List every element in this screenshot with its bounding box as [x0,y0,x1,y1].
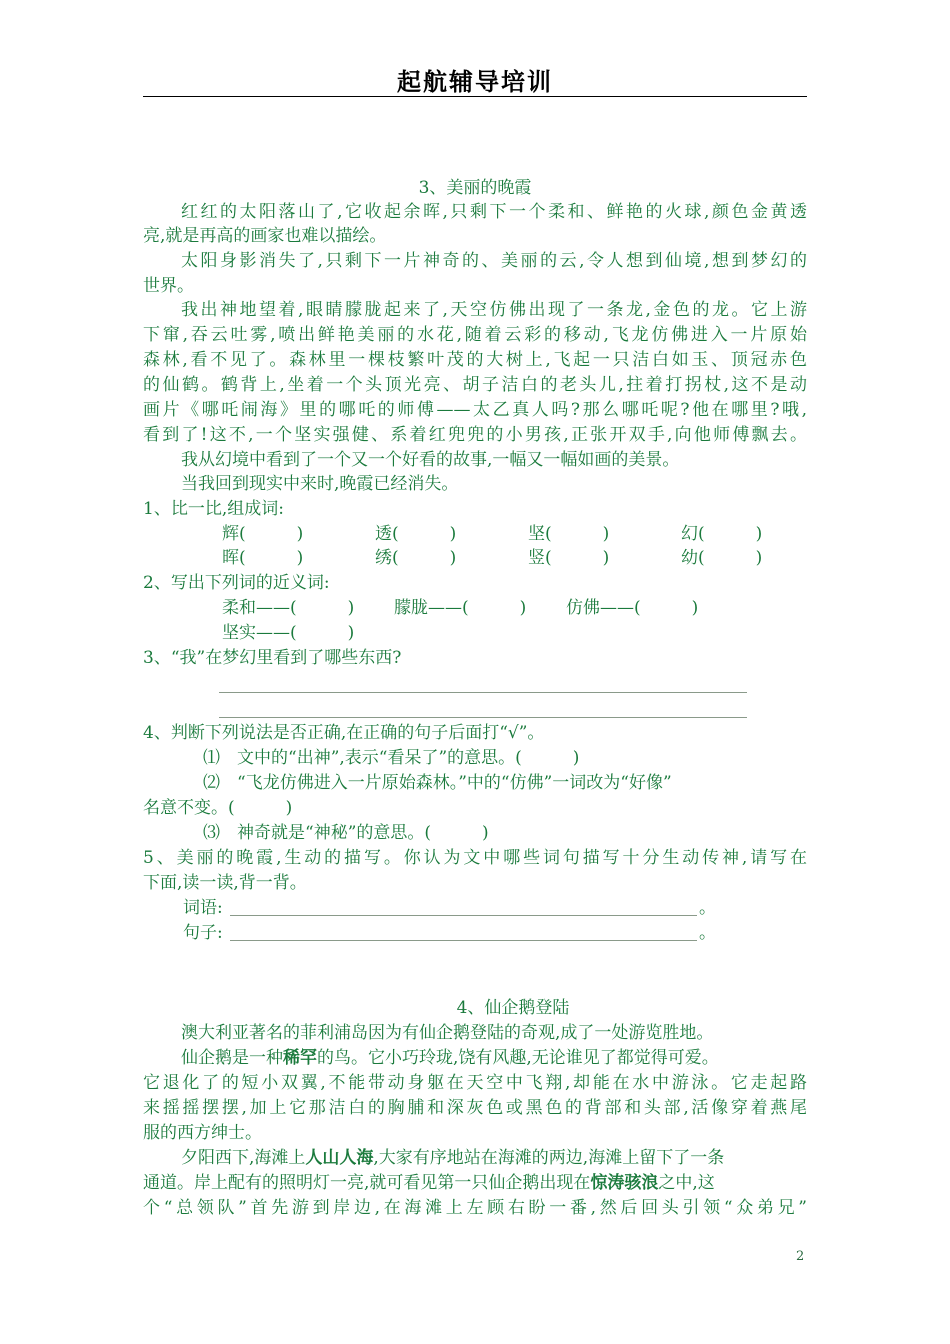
end-mark: 。 [699,923,716,943]
text-run: 之中,这 [658,1173,715,1193]
q2-item: 仿佛——( ) [566,598,699,618]
paragraph-line: 红红的太阳落山了,它收起余晖,只剩下一个柔和、鲜艳的火球,颜色金黄透 [181,202,807,222]
section4-title: 4、仙企鹅登陆 [456,998,570,1018]
q1-item: 竖( ) [528,548,610,568]
paragraph-line: 亮,就是再高的画家也难以描绘。 [143,226,387,246]
text-run: 仙企鹅是一种 [181,1048,283,1068]
q1-item: 晖( ) [222,548,304,568]
question-5-prompt: 下面,读一读,背一背。 [143,873,307,893]
paragraph-line: 看到了!这不,一个坚实强健、系着红兜兜的小男孩,正张开双手,向他师傅飘去。 [143,425,807,445]
q4-item-continued: 名意不变。( ) [143,798,293,818]
page-header-title: 起航辅导培训 [397,68,553,96]
paragraph-line [143,1046,807,1070]
paragraph-line: 下窜,吞云吐雾,喷出鲜艳美丽的水花,随着云彩的移动,飞龙仿佛进入一片原始 [143,325,807,345]
paragraph-line [143,1171,807,1195]
paragraph-line: 太阳身影消失了,只剩下一片神奇的、美丽的云,令人想到仙境,想到梦幻的 [181,251,807,271]
paragraph-line: 世界。 [143,276,194,296]
words-answer-line[interactable] [230,915,697,916]
sentences-answer-line[interactable] [230,940,697,941]
paragraph-line: 我出神地望着,眼睛朦胧起来了,天空仿佛出现了一条龙,金色的龙。它上游 [181,300,807,320]
paragraph-line: 它退化了的短小双翼,不能带动身躯在天空中飞翔,却能在水中游泳。它走起路 [143,1073,807,1093]
bold-word: 惊涛骇浪 [590,1173,659,1193]
paragraph-line: 澳大利亚著名的菲利浦岛因为有仙企鹅登陆的奇观,成了一处游览胜地。 [181,1023,714,1043]
q4-item: ⑴ 文中的“出神”,表示“看呆了”的意思。( ) [203,748,580,768]
q2-item: 柔和——( ) [222,598,355,618]
paragraph-line: 画片《哪吒闹海》里的哪吒的师傅——太乙真人吗?那么哪吒呢?他在哪里?哦, [143,400,807,420]
q4-item: ⑶ 神奇就是“神秘”的意思。( ) [203,823,489,843]
q1-item: 辉( ) [222,524,304,544]
end-mark: 。 [699,898,716,918]
paragraph-line: 当我回到现实中来时,晚霞已经消失。 [181,474,459,494]
question-3-prompt: 3、“我”在梦幻里看到了哪些东西? [143,648,402,668]
q2-item: 坚实——( ) [222,623,355,643]
q1-item: 绣( ) [375,548,457,568]
bold-word: 稀罕 [283,1048,317,1068]
q1-item: 透( ) [375,524,457,544]
answer-line[interactable] [219,692,747,693]
text-run: 夕阳西下,海滩上 [181,1148,306,1168]
paragraph-line [143,1146,807,1170]
question-4-prompt: 4、判断下列说法是否正确,在正确的句子后面打“√”。 [143,723,545,743]
q1-item: 坚( ) [528,524,610,544]
sentences-label: 句子: [183,923,223,943]
answer-line[interactable] [219,717,747,718]
text-run: 通道。岸上配有的照明灯一亮,就可看见第一只仙企鹅出现在 [143,1173,591,1193]
words-label: 词语: [183,898,223,918]
bold-word: 人山人海 [305,1148,374,1168]
q2-item: 朦胧——( ) [394,598,527,618]
header-rule [143,96,807,97]
section3-title: 3、美丽的晚霞 [418,178,532,198]
question-1-prompt: 1、比一比,组成词: [143,499,284,519]
paragraph-line: 来摇摇摆摆,加上它那洁白的胸脯和深灰色或黑色的背部和头部,活像穿着燕尾 [143,1098,807,1118]
q4-item: ⑵ “飞龙仿佛进入一片原始森林。”中的“仿佛”一词改为“好像” [203,773,672,793]
question-2-prompt: 2、写出下列词的近义词: [143,573,330,593]
paragraph-line: 我从幻境中看到了一个又一个好看的故事,一幅又一幅如画的美景。 [181,450,680,470]
paragraph-line: 森林,看不见了。森林里一棵枝繁叶茂的大树上,飞起一只洁白如玉、顶冠赤色 [143,350,807,370]
text-run: 的鸟。它小巧玲珑,饶有风趣,无论谁见了都觉得可爱。 [317,1048,719,1068]
paragraph-line: 的仙鹤。鹤背上,坐着一个头顶光亮、胡子洁白的老头儿,拄着打拐杖,这不是动 [143,375,807,395]
q1-item: 幻( ) [681,524,763,544]
text-run: ,大家有序地站在海滩的两边,海滩上留下了一条 [373,1148,725,1168]
paragraph-line: 服的西方绅士。 [143,1123,262,1143]
q1-item: 幼( ) [681,548,763,568]
page-number: 2 [796,1249,805,1264]
question-5-prompt: 5、美丽的晚霞,生动的描写。你认为文中哪些词句描写十分生动传神,请写在 [143,848,807,868]
paragraph-line: 个“总领队”首先游到岸边,在海滩上左顾右盼一番,然后回头引领“众弟兄” [143,1198,807,1218]
